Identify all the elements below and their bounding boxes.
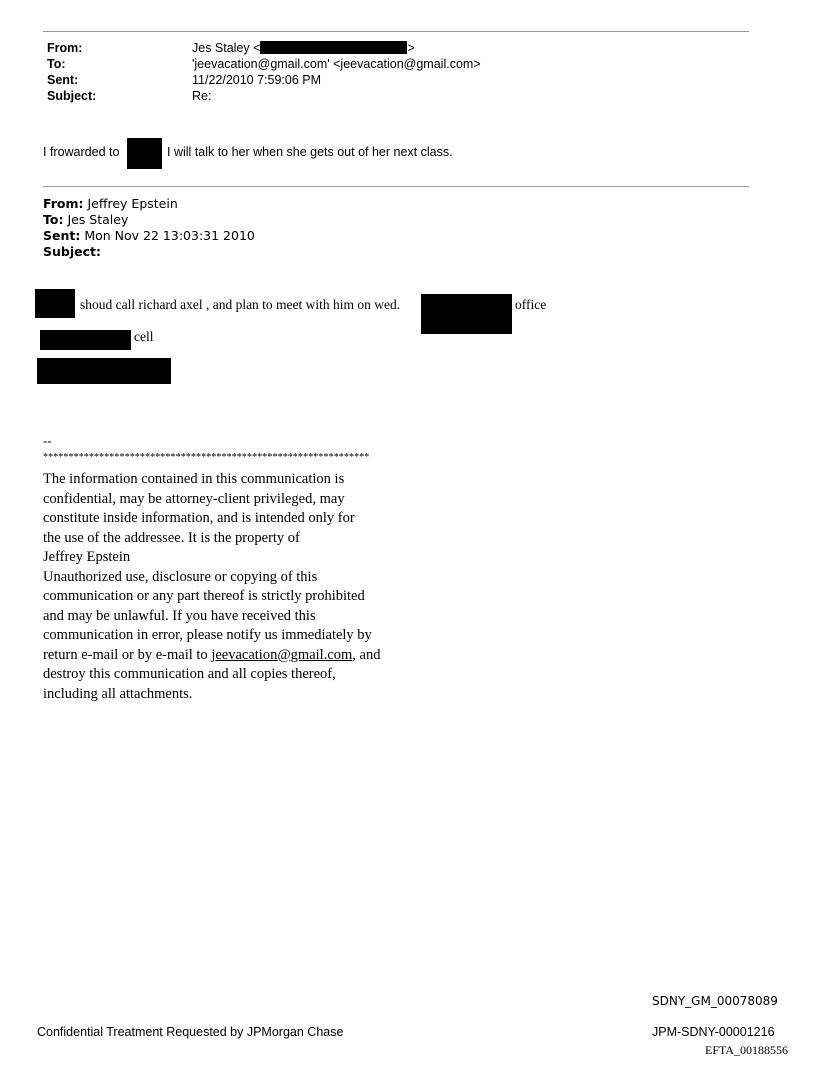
redaction-reply-name	[127, 138, 162, 169]
from-value	[192, 40, 415, 56]
disclaimer-line: Unauthorized use, disclosure or copying of this	[43, 568, 318, 585]
quoted-sent-value: Mon Nov 22 13:03:31 2010	[84, 228, 255, 243]
confidentiality-disclaimer	[43, 470, 423, 704]
disclaimer-line-email	[43, 646, 423, 666]
redaction-cell-number	[40, 330, 131, 350]
disclaimer-line: The information contained in this communication is	[43, 471, 345, 487]
bates-number-sdny: SDNY_GM_00078089	[652, 994, 778, 1008]
disclaimer-line: communication in error, please notify us immediately by	[43, 627, 372, 643]
disclaimer-text: , and	[352, 646, 381, 663]
disclaimer-line: the use of the addressee. It is the property of	[43, 529, 300, 546]
quoted-to	[43, 212, 255, 228]
quoted-from-value: Jeffrey Epstein	[87, 196, 178, 211]
quoted-sent	[43, 228, 255, 244]
top-divider	[43, 31, 749, 32]
quoted-to-label: To:	[43, 212, 64, 227]
body-cell-label: cell	[134, 329, 154, 344]
redaction-block	[37, 358, 171, 384]
redaction-office-number	[421, 294, 512, 334]
to-label: To:	[47, 57, 66, 71]
subject-label: Subject:	[47, 89, 97, 103]
quoted-subject-label: Subject:	[43, 244, 101, 259]
reply-text-part1: I frowarded to	[43, 145, 120, 159]
from-close: >	[407, 41, 415, 55]
disclaimer-text: return e-mail or by e-mail to	[43, 646, 212, 663]
disclaimer-line: Jeffrey Epstein	[43, 549, 131, 565]
disclaimer-line: confidential, may be attorney-client privileged, may	[43, 490, 345, 507]
signature-stars: ****************************************************************	[43, 452, 370, 463]
body-line-1: shoud call richard axel , and plan to meet with him on wed.	[80, 297, 401, 312]
redaction-body-name	[35, 289, 75, 318]
quoted-header	[43, 196, 255, 260]
signature-dashes: --	[43, 433, 52, 448]
disclaimer-line: and may be unlawful. If you have received this	[43, 607, 316, 624]
from-name: Jes Staley <	[192, 41, 261, 55]
to-value: 'jeevacation@gmail.com' <jeevacation@gmail.com>	[192, 57, 481, 71]
disclaimer-line: destroy this communication and all copies thereof,	[43, 666, 336, 682]
bates-number-jpm: JPM-SDNY-00001216	[652, 1025, 775, 1039]
disclaimer-line: constitute inside information, and is intended only for	[43, 510, 355, 526]
bates-number-efta: EFTA_00188556	[705, 1043, 789, 1057]
sent-label: Sent:	[47, 73, 79, 87]
redaction-from-email	[260, 41, 407, 54]
body-office-label: office	[515, 297, 547, 312]
from-label: From:	[47, 41, 83, 55]
quoted-sent-label: Sent:	[43, 228, 81, 243]
quoted-from	[43, 196, 255, 212]
sent-value: 11/22/2010 7:59:06 PM	[192, 73, 322, 87]
quoted-from-label: From:	[43, 196, 84, 211]
quote-divider	[43, 186, 749, 187]
disclaimer-line: including all attachments.	[43, 685, 193, 702]
disclaimer-line: communication or any part thereof is strictly prohibited	[43, 588, 365, 604]
reply-text-part2: I will talk to her when she gets out of her next class.	[167, 145, 453, 159]
quoted-to-value: Jes Staley	[67, 212, 129, 227]
confidential-treatment-note: Confidential Treatment Requested by JPMorgan Chase	[37, 1025, 344, 1039]
email-link[interactable]: jeevacation@gmail.com	[211, 646, 353, 663]
subject-value: Re:	[192, 89, 212, 103]
quoted-subject	[43, 244, 255, 260]
